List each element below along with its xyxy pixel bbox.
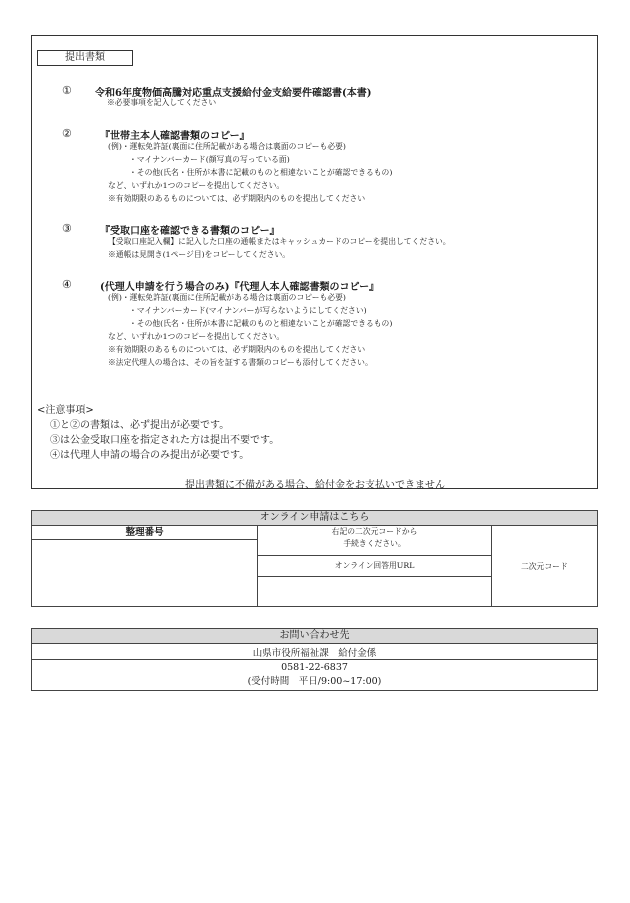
- item-1-heading: 令和6年度物価高騰対応重点支援給付金支給要件確認書(本書): [95, 88, 372, 99]
- note-item: ③は公金受取口座を指定された方は提出不要です。: [50, 435, 280, 446]
- note-item: ④は代理人申請の場合のみ提出が必要です。: [50, 450, 250, 461]
- contact-details: [32, 660, 598, 691]
- item-4-line: ※有効期限のあるものについては、必ず期限内のものを提出してください: [108, 345, 366, 354]
- online-url-field[interactable]: [258, 576, 491, 606]
- item-2-heading: 『世帯主本人確認書類のコピー』: [100, 131, 250, 142]
- item-3-heading: 『受取口座を確認できる書類のコピー』: [100, 226, 280, 237]
- item-1-number: ①: [62, 84, 72, 97]
- item-3-line: 【受取口座記入欄】に記入した口座の通帳またはキャッシュカードのコピーを提出してください。: [108, 237, 451, 246]
- reference-number-label: 整理番号: [32, 526, 258, 540]
- contact-phone: 0581-22-6837: [281, 662, 348, 673]
- item-2-line: ※有効期限のあるものについては、必ず期限内のものを提出してください: [108, 194, 366, 203]
- item-4-line: (例)・運転免許証(裏面に住所記載がある場合は裏面のコピーも必要): [108, 293, 346, 302]
- item-4-line: ※法定代理人の場合は、その旨を証する書類のコピーも添付してください。: [108, 358, 373, 367]
- warning-text: 提出書類に不備がある場合、給付金をお支払いできません: [185, 480, 445, 491]
- item-3-number: ③: [62, 222, 72, 235]
- item-4-line: ・その他(氏名・住所が本書に記載のものと相違ないことが確認できるもの): [129, 319, 393, 328]
- contact-table: [31, 628, 598, 691]
- item-3-line: ※通帳は見開き(1ページ目)をコピーしてください。: [108, 250, 291, 259]
- instruction-line: 右記の二次元コードから: [331, 527, 418, 536]
- item-2-line: (例)・運転免許証(裏面に住所記載がある場合は裏面のコピーも必要): [108, 142, 346, 151]
- item-1-line: ※必要事項を記入してください: [107, 98, 217, 107]
- online-application-table: [31, 510, 598, 607]
- online-instruction: [258, 526, 491, 556]
- qr-code-cell: 二次元コード: [491, 526, 597, 607]
- reference-number-field[interactable]: [32, 540, 258, 607]
- item-4-heading: (代理人申請を行う場合のみ)『代理人本人確認書類のコピー』: [100, 282, 380, 293]
- submission-title: 提出書類: [37, 50, 133, 66]
- contact-hours: (受付時間 平日/9:00~17:00): [247, 676, 382, 687]
- item-2-number: ②: [62, 127, 72, 140]
- item-2-line: ・マイナンバーカード(顔写真の写っている面): [129, 155, 290, 164]
- notes-title: <注意事項>: [37, 405, 94, 416]
- item-4-line: など、いずれか1つのコピーを提出してください。: [108, 332, 285, 341]
- item-4-line: ・マイナンバーカード(マイナンバーが写らないようにしてください): [129, 306, 367, 315]
- contact-header: お問い合わせ先: [32, 629, 598, 644]
- online-url-label: オンライン回答用URL: [258, 556, 491, 576]
- online-header: オンライン申請はこちら: [32, 511, 598, 526]
- instruction-line: 手続きください。: [343, 539, 406, 548]
- item-2-line: ・その他(氏名・住所が本書に記載のものと相違ないことが確認できるもの): [129, 168, 393, 177]
- item-2-line: など、いずれか1つのコピーを提出してください。: [108, 181, 285, 190]
- item-4-number: ④: [62, 278, 72, 291]
- note-item: ①と②の書類は、必ず提出が必要です。: [50, 420, 230, 431]
- contact-office: 山県市役所福祉課 給付金係: [32, 644, 598, 660]
